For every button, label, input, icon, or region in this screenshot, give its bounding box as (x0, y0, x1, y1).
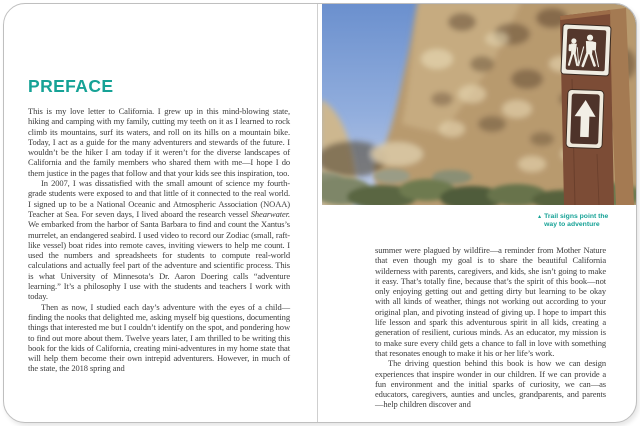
vessel-name-italic: Shearwater. (250, 208, 290, 219)
trail-sign-photo (322, 4, 636, 205)
caption-arrow-icon: ▲ (537, 214, 543, 220)
hikers-sign-icon (561, 24, 611, 76)
left-page-text (28, 106, 290, 374)
photo-caption (537, 213, 611, 230)
photo-caption-text: Trail signs point the way to adventure (544, 213, 609, 229)
preface-heading: PREFACE (28, 76, 114, 96)
paragraph-segment: In 2007, I was dissatisfied with the small amount of science my fourth-grade students were exposed to and that little of it connected to the real world. I signed up to be a National Oceanic and Atmospheric Association (NOAA) Teacher at Sea. For seven days, I lived aboard the research vessel (28, 178, 290, 219)
trail-sign-photo-graphic (322, 4, 636, 205)
paragraph-segment: We embarked from the harbor of Santa Barbara to find and count the Xantus’s murrelet, an endangered seabird. I used video to record our Zodiac (small, raft-like vessel) boat rides into remote caves, inviting viewers to help me count. I used the numbers and spreadsheets for students to compute real-world calculations and actually feel part of the adventure and scientific process. This is what University of Minnesota’s Dr. Aaron Doering calls “adventure learning.” It’s a philosophy I use with the students and teachers I work with today. (28, 219, 290, 302)
right-page-text (375, 245, 606, 410)
paragraph: This is my love letter to California. I grew up in this mind-blowing state, hiking and camping with my family, cutting my teeth on it as I learned to rock climb its mountains, surf its waters, and roll on its hills on a mountain bike. Today, I act as a guide for the many adventurers and stewards of the future. I wouldn’t be the hiker I am today if it weren’t for the diverse landscapes of California and the family members who shared them with me—I hope I do them justice in the pages that follow and that your kids see this inspiration, too. (28, 106, 290, 178)
paragraph: The driving question behind this book is how we can design experiences that inspire wonder in our children. If we can provide a fun environment and the initial sparks of curiosity, we can—as educators, caregivers, aunties and uncles, grandparents, and parents—help children discover and (375, 358, 606, 410)
paragraph (28, 178, 290, 302)
page-gutter-line (317, 4, 318, 422)
paragraph: summer were plagued by wildfire—a reminder from Mother Nature that even though my goal is to share the beautiful California wilderness with parents, caregivers, and kids, she isn’t going to make it easy. That’s totally fine, because that’s the spirit of this book—not only enjoying getting out and getting dirty but learning to be okay with all kinds of weather, things not working out according to your original plan, and pivoting instead of giving up. I hope to impart this life lesson and spark this adventurous spirit in all kids, creating a generation of resilient, curious minds. As an educator, my mission is to make sure every child gets a chance to fall in love with something that resonates enough to make it his or her life’s work. (375, 245, 606, 358)
book-spread (3, 3, 637, 423)
up-arrow-sign-icon (566, 89, 604, 148)
paragraph: Then as now, I studied each day’s adventure with the eyes of a child—finding the nooks that delighted me, asking myself big questions, documenting things that interested me but I couldn’t identify on the spot, and pondering how to find out more about them. Twelve years later, I am thrilled to be writing this book for the kids of California, creating mini-adventures in my home state that will help them become their own intrepid adventurers. However, in much of the state, the 2018 spring and (28, 301, 290, 374)
